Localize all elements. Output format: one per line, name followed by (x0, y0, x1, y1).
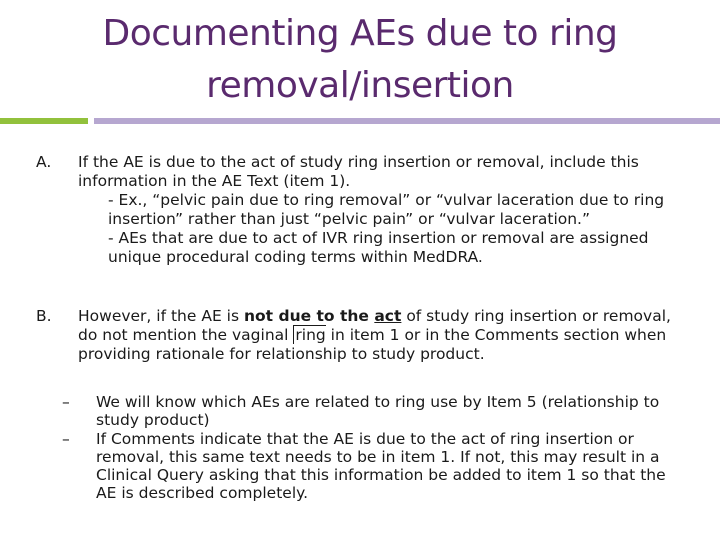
slide-title (60, 8, 660, 112)
bullet-item (62, 430, 682, 502)
bullet-text: We will know which AEs are related to ring use by Item 5 (relationship to study product) (96, 393, 660, 429)
item-a-letter: A. (36, 153, 52, 171)
item-a-main: If the AE is due to the act of study ring insertion or removal, include this information in the AE Text (item 1). (78, 153, 639, 190)
bullet-text: If Comments indicate that the AE is due to the act of ring insertion or removal, this same text needs to be in item 1. If not, this may result in a Clinical Query asking that this information be added to item 1 so that the AE is described completely. (96, 430, 666, 502)
bullet-item (62, 393, 682, 429)
item-b-bold-act: act (374, 307, 402, 325)
item-b-part4: in item 1 or in the Comments section when providing rationale for relationship to study product. (78, 326, 667, 363)
bullet-dash: – (62, 430, 70, 448)
item-a-coding-note: - AEs that are due to act of IVR ring insertion or removal are assigned unique procedural coding terms within MedDRA. (108, 229, 649, 266)
item-b-ring-word: ring (295, 326, 326, 344)
item-b-part1: However, if the AE is (78, 307, 244, 325)
item-b-letter: B. (36, 307, 52, 325)
title-line-1: Documenting AEs due to ring (102, 13, 618, 54)
item-b-bold-not-due: not due to the (243, 307, 375, 325)
title-rule-purple (94, 118, 720, 124)
title-line-2: removal/insertion (206, 65, 514, 106)
item-b-text (78, 307, 676, 364)
item-a-example: - Ex., “pelvic pain due to ring removal” or “vulvar laceration due to ring insertion” rather than just “pelvic pain” or “vulvar laceration.” (108, 191, 665, 228)
title-rule-green (0, 118, 88, 124)
item-b-part2: of study ring insertion or removal, do not mention the vaginal (78, 307, 671, 344)
dash-bullet-list (62, 393, 682, 503)
item-b (36, 307, 676, 364)
item-a (36, 153, 676, 267)
bullet-dash: – (62, 393, 70, 411)
